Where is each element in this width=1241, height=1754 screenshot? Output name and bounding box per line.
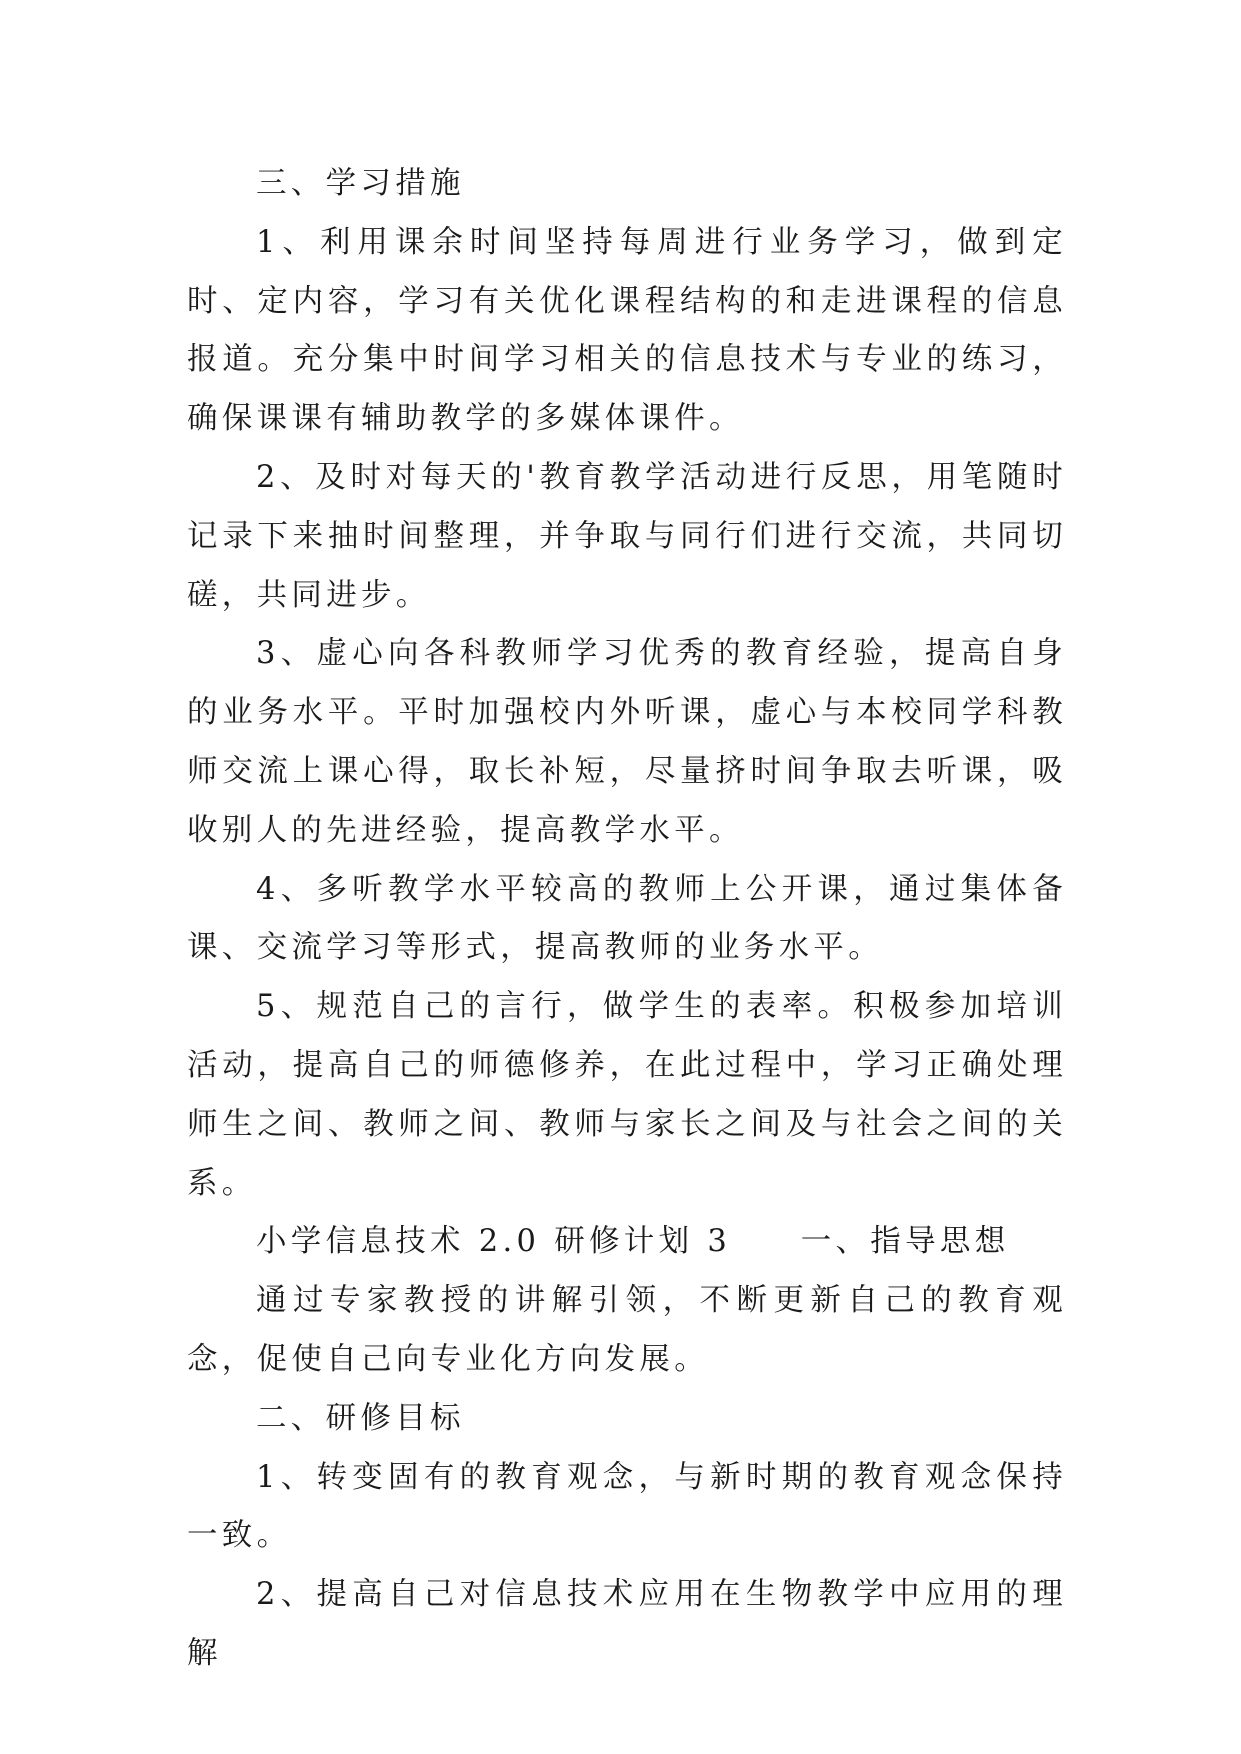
section-heading-learning-measures: 三、学习措施 — [256, 166, 465, 201]
document-body — [187, 155, 1067, 1684]
paragraph-measure-2: 2、及时对每天的'教育教学活动进行反思，用笔随时记录下来抽时间整理，并争取与同行们进行交流，共同切磋，共同进步。 — [187, 459, 1067, 613]
paragraph-measure-4: 4、多听教学水平较高的教师上公开课，通过集体备课、交流学习等形式，提高教师的业务水平。 — [187, 871, 1067, 966]
section-heading-study-goals: 二、研修目标 — [256, 1400, 465, 1436]
plan-title-and-guiding-ideology-heading: 小学信息技术 2.0 研修计划 3 一、指导思想 — [256, 1224, 1010, 1260]
paragraph-measure-5: 5、规范自己的言行，做学生的表率。积极参加培训活动，提高自己的师德修养，在此过程中，学习正确处理师生之间、教师之间、教师与家长之间及与社会之间的关系。 — [187, 989, 1067, 1201]
paragraph-measure-1: 1、利用课余时间坚持每周进行业务学习，做到定时、定内容，学习有关优化课程结构的和走进课程的信息报道。充分集中时间学习相关的信息技术与专业的练习，确保课课有辅助教学的多媒体课件。 — [187, 224, 1067, 437]
paragraph-measure-3: 3、虚心向各科教师学习优秀的教育经验，提高自身的业务水平。平时加强校内外听课，虚心与本校同学科教师交流上课心得，取长补短，尽量挤时间争取去听课，吸收别人的先进经验，提高教学水平。 — [187, 636, 1067, 848]
paragraph-goal-1: 1、转变固有的教育观念，与新时期的教育观念保持一致。 — [187, 1459, 1067, 1554]
paragraph-guiding-ideology: 通过专家教授的讲解引领，不断更新自己的教育观念，促使自己向专业化方向发展。 — [187, 1283, 1067, 1377]
paragraph-goal-2: 2、提高自己对信息技术应用在生物教学中应用的理解 — [187, 1577, 1067, 1671]
